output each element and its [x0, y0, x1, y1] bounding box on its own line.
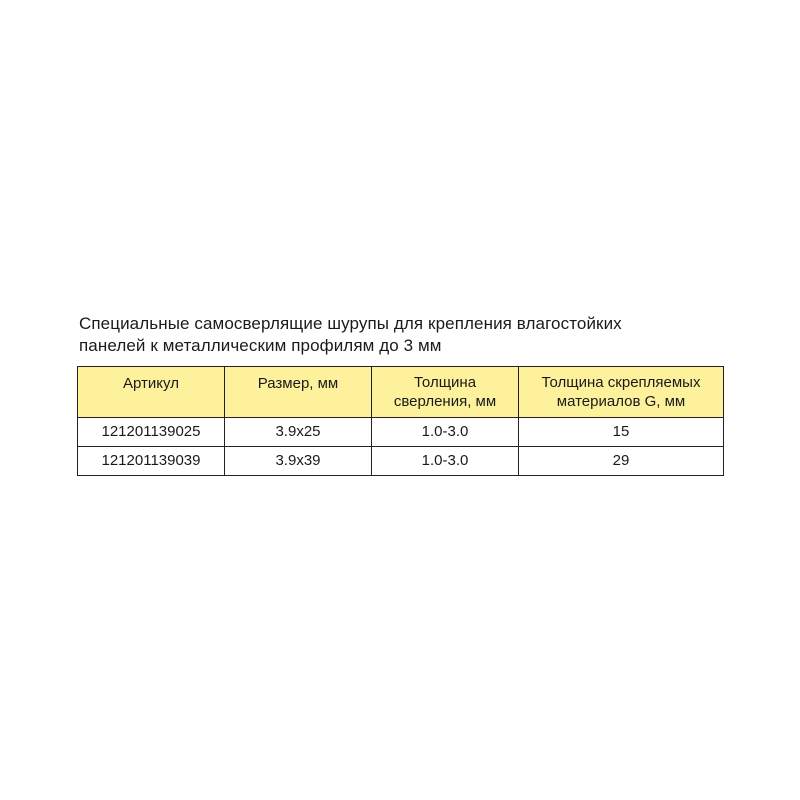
header-material-thickness: [519, 367, 724, 418]
header-article: [78, 367, 225, 418]
cell-material-thickness: 15: [519, 418, 724, 447]
header-size-label: Размер, мм: [257, 375, 339, 392]
cell-material-thickness: 29: [519, 447, 724, 476]
table-header-row: [78, 367, 724, 418]
cell-drilling-thickness: 1.0-3.0: [372, 418, 519, 447]
header-drilling-thickness-line-1: Толщина: [413, 374, 477, 391]
cell-size: 3.9x39: [225, 447, 372, 476]
header-material-thickness-line-2: материалов G, мм: [556, 393, 686, 410]
header-article-label: Артикул: [123, 375, 179, 392]
page-title: [79, 313, 729, 357]
header-material-thickness-line-1: Толщина скрепляемых: [541, 374, 701, 391]
cell-drilling-thickness: 1.0-3.0: [372, 447, 519, 476]
table-row: [78, 447, 724, 476]
table-row: [78, 418, 724, 447]
header-drilling-thickness-line-2: сверления, мм: [393, 393, 497, 410]
header-size: [225, 367, 372, 418]
title-line-2: панелей к металлическим профилям до 3 мм: [79, 336, 442, 355]
cell-article: 121201139025: [78, 418, 225, 447]
cell-article: 121201139039: [78, 447, 225, 476]
specification-table: [77, 366, 724, 476]
cell-size: 3.9x25: [225, 418, 372, 447]
title-line-1: Специальные самосверлящие шурупы для крепления влагостойких: [79, 314, 622, 333]
header-drilling-thickness: [372, 367, 519, 418]
